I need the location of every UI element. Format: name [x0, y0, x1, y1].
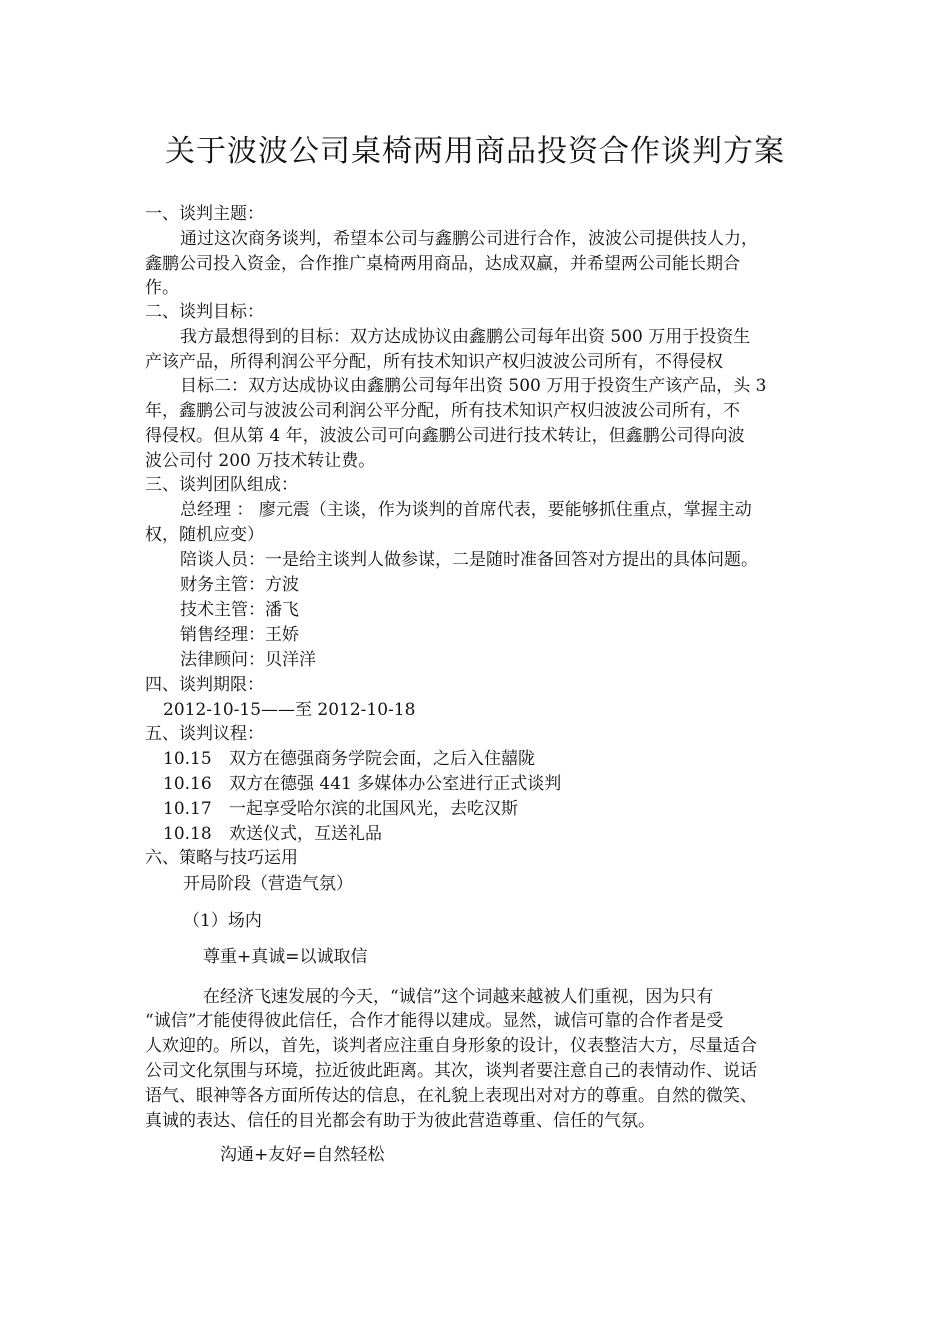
- agenda-text: 双方在德强商务学院会面，之后入住囍陇: [229, 749, 535, 769]
- section-1-heading: 一、谈判主题：: [145, 204, 264, 224]
- s3-sales-line: 销售经理：王娇: [180, 625, 299, 645]
- section-6-heading: 六、策略与技巧运用: [145, 848, 298, 868]
- s6-paragraph-line: 语气、眼神等各方面所传达的信息，在礼貌上表现出对对方的尊重。自然的微笑、: [145, 1086, 757, 1106]
- agenda-date: 10.16: [163, 774, 212, 794]
- s6-formula-communication: 沟通+友好=自然轻松: [220, 1145, 385, 1165]
- s2-goal2-line: 目标二：双方达成协议由鑫鹏公司每年出资 500 万用于投资生产该产品，头 3: [180, 376, 767, 396]
- agenda-item: [163, 746, 833, 772]
- s1-paragraph-line: 通过这次商务谈判，希望本公司与鑫鹏公司进行合作，波波公司提供技人力，: [180, 229, 758, 249]
- s3-gm-line: 权，随机应变）: [145, 525, 264, 545]
- s6-subheading-venue: （1）场内: [183, 911, 262, 931]
- agenda-date: 10.18: [163, 824, 212, 844]
- s2-goal2-line: 得侵权。但从第 4 年，波波公司可向鑫鹏公司进行技术转让，但鑫鹏公司得向波: [145, 426, 745, 446]
- s4-period: 2012-10-15——至 2012-10-18: [163, 700, 416, 720]
- document-title: 关于波波公司桌椅两用商品投资合作谈判方案: [165, 134, 785, 169]
- section-5-heading: 五、谈判议程：: [145, 724, 264, 744]
- s2-goal2-line: 年，鑫鹏公司与波波公司利润公平分配，所有技术知识产权归波波公司所有，不: [145, 401, 740, 421]
- s6-paragraph-line: 在经济飞速发展的今天，“诚信”这个词越来越被人们重视，因为只有: [203, 987, 714, 1007]
- s6-paragraph-line: 人欢迎的。所以，首先，谈判者应注重自身形象的设计，仪表整洁大方，尽量适合: [145, 1036, 757, 1056]
- s3-finance-line: 财务主管：方波: [180, 575, 299, 595]
- agenda-date: 10.17: [163, 799, 212, 819]
- s1-paragraph-line: 作。: [145, 278, 179, 298]
- section-2-heading: 二、谈判目标：: [145, 302, 264, 322]
- agenda-text: 欢送仪式，互送礼品: [229, 824, 382, 844]
- s6-paragraph-line: 真诚的表达、信任的目光都会有助于为彼此营造尊重、信任的气氛。: [145, 1111, 655, 1131]
- s3-assistant-line: 陪谈人员：一是给主谈判人做参谋，二是随时准备回答对方提出的具体问题。: [180, 550, 758, 570]
- agenda-item: [163, 821, 833, 847]
- agenda-item: [163, 771, 833, 797]
- s3-legal-line: 法律顾问：贝洋洋: [180, 650, 316, 670]
- s6-formula-respect: 尊重+真诚=以诚取信: [203, 947, 368, 967]
- s6-paragraph-line: “诚信”才能使得彼此信任，合作才能得以建成。显然，诚信可靠的合作者是受: [145, 1011, 724, 1031]
- s2-goal1-line: 产该产品，所得利润公平分配，所有技术知识产权归波波公司所有，不得侵权: [145, 352, 723, 372]
- s6-paragraph-line: 公司文化氛围与环境，拉近彼此距离。其次，谈判者要注意自己的表情动作、说话: [145, 1061, 757, 1081]
- agenda-item: [163, 796, 833, 822]
- agenda-text: 双方在德强 441 多媒体办公室进行正式谈判: [229, 774, 562, 794]
- s2-goal2-line: 波公司付 200 万技术转让费。: [145, 451, 376, 471]
- s3-tech-line: 技术主管：潘飞: [180, 600, 299, 620]
- section-4-heading: 四、谈判期限：: [145, 675, 264, 695]
- s1-paragraph-line: 鑫鹏公司投入资金，合作推广桌椅两用商品，达成双赢，并希望两公司能长期合: [145, 254, 740, 274]
- s6-opening-stage: 开局阶段（营造气氛）: [183, 874, 353, 894]
- agenda-text: 一起享受哈尔滨的北国风光，去吃汉斯: [229, 799, 518, 819]
- s3-gm-line: 总经理 ： 廖元震（主谈，作为谈判的首席代表，要能够抓住重点，掌握主动: [180, 500, 752, 520]
- section-3-heading: 三、谈判团队组成：: [145, 475, 298, 495]
- s2-goal1-line: 我方最想得到的目标：双方达成协议由鑫鹏公司每年出资 500 万用于投资生: [180, 327, 751, 347]
- agenda-date: 10.15: [163, 749, 212, 769]
